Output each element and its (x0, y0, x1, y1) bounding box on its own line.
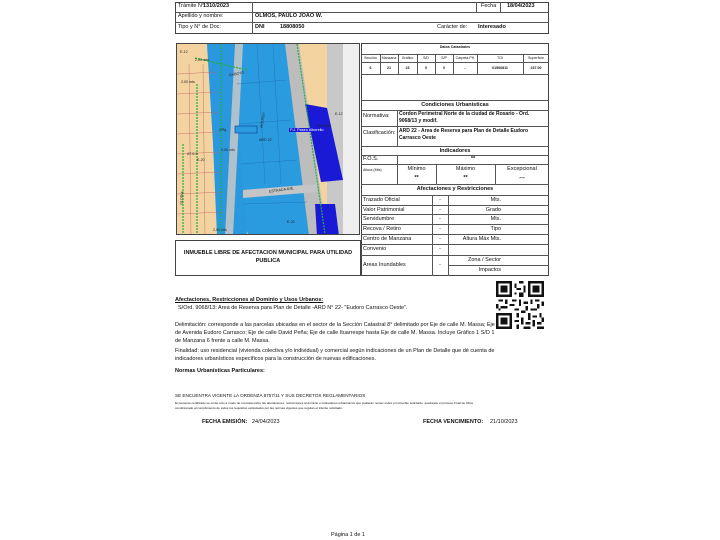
exc-value: --- (519, 175, 525, 181)
cat-v-sd: 0 (425, 66, 427, 70)
vencimiento-label: FECHA VENCIMIENTO: (423, 419, 484, 425)
tramite-label: Trámite N°: (178, 3, 206, 9)
pagina-label: Página (331, 532, 349, 538)
restricciones-title: Afectaciones, Restricciones al Dominio y Usos Urbanos: (175, 297, 324, 303)
map-label-fisdec: FIS-DEC (317, 124, 332, 128)
map-label-paseo: P.J. Paseo Alberello (290, 128, 324, 132)
map-label-e12: E-12 (180, 50, 188, 54)
afec-row-4-value: - (439, 236, 441, 242)
map-label-street1: GLORIA (179, 191, 185, 205)
pagina-de: de (354, 532, 361, 538)
col-excepcion: Excepcional (507, 166, 537, 172)
cat-v-grafico: 23 (405, 66, 410, 70)
cat-v-tgi: 61506811 (492, 66, 508, 70)
doc-label: Tipo y N° de Doc: (178, 24, 221, 30)
caracter-value: Interesado (478, 24, 506, 30)
final-line-1: Finalidad: uso residencial (vivienda colectiva y/o individual) y comercial según indicaciones de un Plan de Detalle que dé cuenta de (175, 348, 495, 354)
emision-value: 24/04/2023 (252, 419, 280, 425)
indicadores-title: Indicadores (439, 148, 471, 154)
map-label-gaboto: GABOTO (228, 70, 245, 78)
clasificacion-value: ARD 22 - Area de Reserva para Plan de Detalle Eudoro Carrasco Oeste (399, 128, 529, 141)
fecha-value: 18/04/2023 (507, 3, 535, 9)
page-number (331, 532, 365, 539)
altura-label: Altura (Mts) (363, 168, 382, 172)
fos-value: ** (470, 156, 476, 162)
max-value: ** (463, 175, 468, 181)
afec-row-3-label: Recova / Retiro (363, 226, 401, 232)
cat-v-seccion: 6 (369, 66, 372, 70)
normativa-label: Normativa: (363, 113, 390, 119)
cat-v-manzana: 21 (387, 66, 391, 70)
cat-v-superficie: 237.00 (530, 66, 542, 70)
map-label-e20: E-20 (197, 158, 205, 162)
afec-row-0-unit: Mts. (490, 197, 501, 203)
cat-h-superficie: Superficie (528, 56, 544, 60)
fos-label: F.O.S. (363, 156, 379, 162)
afec-row-2-value: - (439, 216, 441, 222)
impactos-label: Impactos (478, 267, 501, 273)
caracter-label: Carácter de: (437, 24, 468, 30)
clasificacion-label: Clasificación: (363, 130, 396, 136)
tramite-value: 1310/2023 (203, 3, 229, 9)
map-label-moussy: MOUSSY (259, 111, 267, 129)
afec-row-3-value: - (439, 226, 441, 232)
fecha-label: Fecha (481, 3, 497, 9)
map-label-e20b: E-20 (287, 220, 295, 224)
map-label-e12b: E-12 (335, 112, 343, 116)
cat-v-sp: 0 (443, 66, 445, 70)
afec-row-6-label: Areas Inundables (363, 262, 406, 268)
afec-row-1-label: Valor Patrimonial (363, 207, 405, 213)
qr-code (496, 281, 544, 329)
col-maximo: Máximo (455, 166, 476, 172)
catastral-title: Datos Catastrales (439, 45, 471, 49)
disclaimer-line-2: condicionado al cumplimiento de todos los requisitos estipulados por las normas vigentes que regulan el trámite solicitado. (175, 406, 343, 410)
afec-row-2-unit: Mts. (490, 216, 501, 222)
afectaciones-title: Afectaciones y Restricciones (416, 186, 494, 192)
condiciones-title: Condiciones Urbanísticas (421, 102, 489, 108)
col-minimo: Mínimo (407, 166, 426, 172)
min-value: ** (414, 175, 419, 181)
final-line-2: indicadores urbanísticos específicos para la construcción de nuevas edificaciones. (175, 356, 376, 362)
nombre-label: Apellido y nombre: (178, 13, 224, 19)
afec-row-0-value: - (439, 197, 441, 203)
afec-row-5-value: - (439, 246, 441, 252)
delim-line-3: de Manzana 6 frente a calle M. Massa. (175, 338, 270, 344)
map-label-street2: ESTRADA AVE (268, 186, 294, 194)
map-label-dist4: 2,00 mts (213, 228, 227, 232)
afec-row-4-unit: Altura Máx Mts. (462, 236, 501, 242)
cat-h-manzana: Manzana (381, 56, 397, 60)
pagina-total: 1 (361, 532, 365, 538)
disclaimer-line-1: El presente certificado se emite solo a modo de consulta sobre las afectaciones, restricciones al dominio e indicadores urbanísticos que pudieran recaer sobre el inmueble solicitado, quedando el proceso Final de Obra (175, 401, 473, 405)
cat-h-sp: S/P (441, 56, 447, 60)
afec-row-5-label: Convenio (363, 246, 387, 252)
cat-h-seccion: Sección (364, 56, 377, 60)
doc-number: 18808050 (280, 24, 305, 30)
cat-h-tgi: TGI (497, 56, 503, 60)
restricciones-ord: S/Ord. 9068/13: Area de Reserva para Plan de Detalle -ARD N° 22- "Eudoro Carrasco Oeste". (178, 305, 408, 311)
afec-row-6-unit: Zona / Sector (467, 257, 501, 263)
delim-line-2: de Avenida Eudoro Carrasco; Eje de calle David Peña; Eje de calle Ituarrespe hasta Eje de calle M. Massa. Incluye Gráfico 1 S/D 1 (175, 330, 495, 336)
map-label-lot: 23ªg (219, 128, 227, 132)
cat-h-carpeta: Carpeta PH (455, 56, 475, 60)
nombre-value: OLMOS, PAULO JOAO W. (255, 13, 323, 19)
cadastral-map (176, 43, 360, 235)
map-label-ard: ARD 22 (259, 138, 272, 142)
vigente-text: SE ENCUENTRA VIGENTE LA ORDENZA 8757/11 Y SUS DECRETOS REGLAMENTARIOS (175, 393, 366, 398)
libre-text: INMUEBLE LIBRE DE AFECTACION MUNICIPAL PARA UTILIDAD PUBLICA (183, 250, 353, 264)
normas-title: Normas Urbanísticas Particulares: (175, 368, 265, 374)
map-label-dist2: 2,00 mts (181, 80, 195, 84)
afec-row-0-label: Trazado Oficial (363, 197, 400, 203)
map-label-dist1: 2,00 mts (195, 58, 209, 62)
afec-row-6-value: - (439, 262, 441, 268)
delim-line-1: Delimitación: corresponde a las parcelas ubicadas en el sector de la Sección Catastral 8° delimitado por Eje de calle M. Massa; Eje (175, 322, 495, 328)
emision-label: FECHA EMISIÓN: (202, 419, 248, 425)
doc-type: DNI (255, 24, 265, 30)
pagina-current: 1 (349, 532, 353, 538)
cat-h-sd: S/D (423, 56, 429, 60)
afec-row-2-label: Servidumbre (363, 216, 395, 222)
afec-row-3-unit: Tipo (490, 226, 501, 232)
map-label-dist3: 2,00 mts (221, 148, 235, 152)
cat-v-carpeta: - (464, 66, 466, 70)
afec-row-4-label: Centro de Manzana (363, 236, 412, 242)
normativa-value: Cordon Perimetral Norte de la ciudad de Rosario - Ord. 9068/13 y modif. (399, 111, 530, 124)
map-label-at: AT 0-9 (187, 152, 198, 156)
vencimiento-value: 21/10/2023 (490, 419, 518, 425)
afec-row-1-value: - (439, 207, 441, 213)
cat-h-grafico: Gráfico (401, 56, 414, 60)
afec-row-1-unit: Grado (485, 207, 501, 213)
